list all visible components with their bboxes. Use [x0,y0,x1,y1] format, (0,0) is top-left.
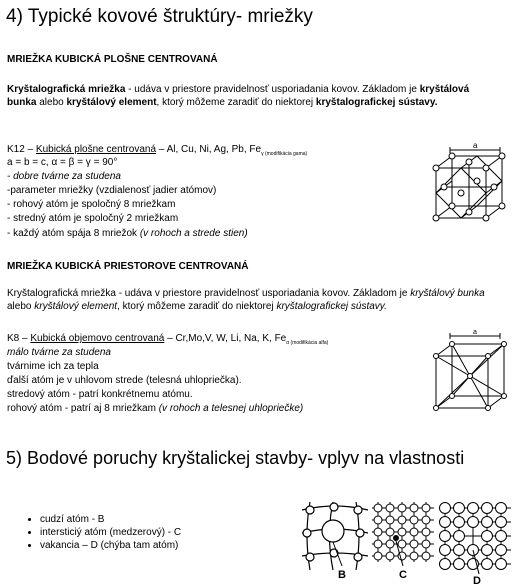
text: - každý atóm spája 8 mriežok [7,228,140,239]
text: , ktorý môžeme zaradiť do niektorej [117,301,277,312]
atom [374,516,382,524]
defect-interstitial-diagram [370,500,436,580]
dimension-label: a [473,330,477,336]
text: K12 – [7,144,36,155]
atom [386,552,394,560]
k12-line-3: -parameter mriežky (vzdialenosť jadier atómov) [7,185,217,196]
text: – Al, Cu, Ni, Ag, Pb, Fe [156,144,262,155]
atom [374,540,382,548]
label-b: B [338,569,346,580]
atom [422,504,430,512]
defect-list [24,513,181,552]
atom [422,540,430,548]
list-item: • cudzí atóm - B [40,513,181,526]
text: - udáva v priestore pravidelnosť usporiadania kovov. Základom je [125,84,420,95]
text: K8 – [7,333,31,344]
atom [454,545,465,556]
atom [422,552,430,560]
k12-line-1: a = b = c, α = β = γ = 90° [7,157,118,168]
term: kryštálový element [66,97,157,108]
atom [410,552,418,560]
atom [468,517,479,528]
atom [482,503,493,514]
atom [398,528,406,536]
atom [482,517,493,528]
text: alebo [36,97,67,108]
atom [454,559,465,570]
list-item: • intersticiý atóm (medzerový) - C [40,526,181,539]
subscript: α (modifikácia alfa) [286,340,329,346]
atom [410,504,418,512]
bcc-subheading: MRIEŽKA KUBICKÁ PRIESTOROVE CENTROVANÁ [7,261,249,272]
term: kryštálová bunka [7,84,470,108]
atom [440,517,451,528]
fcc-lattice-diagram [430,142,510,237]
k12-line-2: - dobre tvárne za studena [7,171,121,182]
term: Kryštalografická mriežka [7,84,126,95]
text: rohový atóm - patrí aj 8 mriežkam [7,403,159,414]
k12-line-5: - stredný atóm je spoločný 2 mriežkam [7,213,179,224]
section-heading-5: 5) Bodové poruchy kryštalickej stavby- vplyv na vlastnosti [6,448,465,468]
atom [386,504,394,512]
atom [496,545,507,556]
atom [410,540,418,548]
atom [482,559,493,570]
atom [440,531,451,542]
atom [440,559,451,570]
section-heading-4: 4) Typické kovové štruktúry- mriežky [6,6,313,27]
atom [398,504,406,512]
dimension-label: a [473,142,478,150]
k12-line-4: - rohový atóm je spoločný 8 mriežkam [7,199,176,210]
atom [422,516,430,524]
text: – Cr,Mo,V, W, Li, Na, K, Fe [164,333,287,344]
atom [422,528,430,536]
atom [496,517,507,528]
text: , ktorý môžeme zaradiť do niektorej [156,97,316,108]
atom [454,517,465,528]
k12-line-6 [7,228,248,240]
bcc-lattice-diagram [430,330,510,425]
atom [398,540,406,548]
defect-foreign-atom-diagram [300,500,370,580]
fcc-description [7,83,497,109]
text: (v rohoch a strede stien) [139,228,248,239]
atom [374,552,382,560]
label-d: D [473,575,481,586]
atom [410,528,418,536]
atom [454,503,465,514]
text: Kryštalografická mriežka - udáva v priestore pravidelnosť usporiadania kovov. Základom je [7,288,411,299]
atom [386,528,394,536]
subscript: γ (modifikácia gama) [261,151,308,157]
atom [410,516,418,524]
term: kryštalografickej sústavy. [315,97,438,108]
atom [482,545,493,556]
atom [468,503,479,514]
atom [496,503,507,514]
bcc-description [7,287,497,313]
structure-name: Kubická plošne centrovaná [35,144,156,155]
atom [374,504,382,512]
label-c: C [399,569,407,580]
defect-vacancy-diagram [437,500,513,586]
atom [374,528,382,536]
atom [440,545,451,556]
term: kryštálový element [34,301,118,312]
atom [398,516,406,524]
fcc-subheading: MRIEŽKA KUBICKÁ PLOŠNE CENTROVANÁ [7,54,218,65]
k8-line-1: málo tvárne za studena [7,347,111,358]
text: alebo [7,301,35,312]
atom [496,559,507,570]
atom [386,516,394,524]
atom [454,531,465,542]
k8-line-5 [7,403,303,415]
structure-name: Kubická objemovo centrovaná [30,333,165,344]
atom [496,531,507,542]
atom [386,540,394,548]
term: kryštalografickej sústavy. [276,301,387,312]
term: kryštálový bunka [410,288,485,299]
k8-line-4: stredový atóm - patrí konkrétnemu atómu. [7,389,193,400]
list-item: • vakancia – D (chýba tam atóm) [40,539,181,552]
atom [440,503,451,514]
text: (v rohoch a telesnej uhlopriečke) [158,403,304,414]
k8-line-3: ďalší atóm je v uhlovom strede (telesná uhlopriečka). [7,375,242,386]
k8-line-2: tvárnime ich za tepla [7,361,99,372]
atom [482,531,493,542]
